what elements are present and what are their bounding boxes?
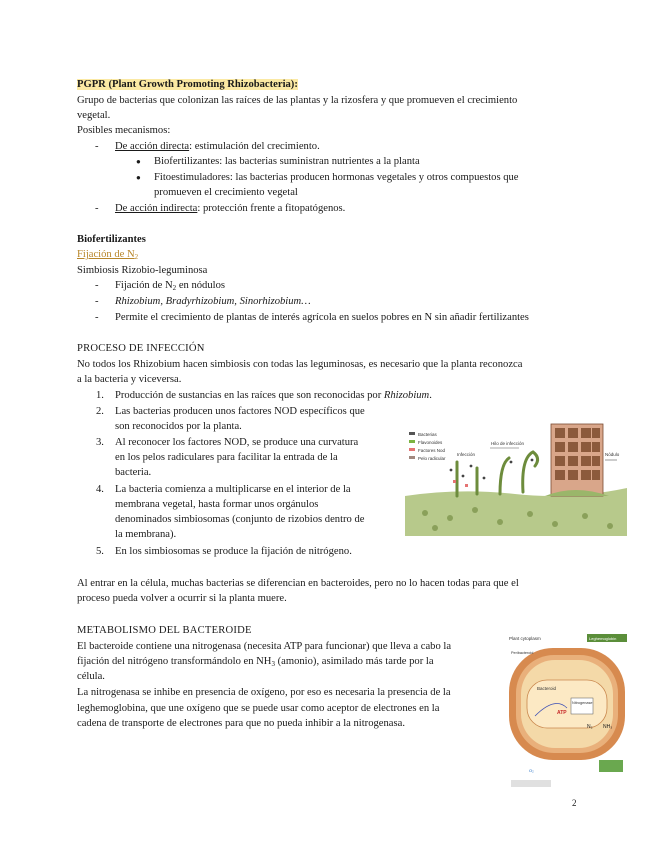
svg-text:Plant cytoplasm: Plant cytoplasm bbox=[509, 636, 541, 641]
bacteroid-metabolism-figure bbox=[505, 632, 629, 794]
phytostimulators-bullet-cont: promueven el crecimiento vegetal bbox=[154, 187, 298, 198]
metabolism-p1-l3: célula. bbox=[77, 671, 105, 682]
metabolism-p1-l2: fijación del nitrógeno transformándolo en $NH_3$ (amonio), asimilado más tarde por la bbox=[77, 656, 434, 668]
pgpr-intro-line2: vegetal. bbox=[77, 110, 111, 121]
svg-text:N₂: N₂ bbox=[587, 724, 593, 730]
svg-text:ATP: ATP bbox=[557, 710, 567, 716]
svg-text:Nitrogenase: Nitrogenase bbox=[572, 701, 593, 705]
symbiosis-label: Simbiosis Rizobio-leguminosa bbox=[77, 265, 208, 276]
bacteroid-note-1: Al entrar en la célula, muchas bacterias se diferencian en bacteroides, pero no lo hacen todas para que el bbox=[77, 578, 519, 589]
infection-process-figure bbox=[405, 418, 627, 536]
nitrogen-fixation-heading: Fijación de $N_2$ bbox=[77, 249, 139, 261]
nodule-drawing bbox=[545, 424, 609, 496]
pgpr-title: PGPR (Plant Growth Promoting Rhizobacteria): bbox=[77, 79, 298, 90]
svg-text:Bacteroid: Bacteroid bbox=[537, 686, 557, 691]
metabolism-p1-l1: El bacteroide contiene una nitrogenasa (necesita ATP para funcionar) que lleva a cabo la bbox=[77, 641, 452, 652]
bacteroid-note-2: proceso pueda volver a ocurrir si la planta muere. bbox=[77, 593, 287, 604]
infection-intro-1: No todos los Rhizobium hacen simbiosis con todas las leguminosas, es necesario que la planta reconozca bbox=[77, 359, 523, 370]
metabolism-title: METABOLISMO DEL BACTEROIDE bbox=[77, 625, 252, 636]
biofertilizers-title: Biofertilizantes bbox=[77, 234, 146, 245]
metabolism-p2-l2: leghemoglobina, que une oxígeno que se puede usar como aceptor de electrones en la bbox=[77, 703, 440, 714]
infection-intro-2: a la bacteria y viceversa. bbox=[77, 374, 182, 385]
svg-text:Factores Nod: Factores Nod bbox=[418, 448, 446, 453]
infection-title: PROCESO DE INFECCIÓN bbox=[77, 343, 205, 354]
pgpr-intro-line1: Grupo de bacterias que colonizan las raíces de las plantas y la rizosfera y que promueven el crecimiento bbox=[77, 95, 518, 106]
svg-text:Pelo radicular: Pelo radicular bbox=[418, 456, 446, 461]
page-number: 2 bbox=[572, 798, 577, 808]
svg-text:Infección: Infección bbox=[457, 452, 476, 457]
svg-text:Peribacteroid: Peribacteroid bbox=[511, 651, 534, 655]
svg-text:Flavonoides: Flavonoides bbox=[418, 440, 443, 445]
svg-text:Bacterias: Bacterias bbox=[418, 432, 437, 437]
svg-text:Leghemoglobin: Leghemoglobin bbox=[589, 636, 617, 641]
svg-text:NH₃: NH₃ bbox=[603, 724, 613, 730]
mechanisms-label: Posibles mecanismos: bbox=[77, 125, 171, 136]
svg-text:O₂: O₂ bbox=[529, 768, 534, 773]
metabolism-p2-l3: cadena de transporte de electrones para que no pueda inhibir a la nitrogenasa. bbox=[77, 718, 405, 729]
metabolism-p2-l1: La nitrogenasa se inhibe en presencia de oxígeno, por eso es necesaria la presencia de la bbox=[77, 687, 451, 698]
svg-text:Nódulo: Nódulo bbox=[605, 452, 620, 457]
svg-text:Hilo de infección: Hilo de infección bbox=[491, 441, 525, 446]
document-page: PGPR (Plant Growth Promoting Rhizobacteria): Grupo de bacterias que colonizan las raíces de las plantas y la rizosfera y que promueven el crecimiento vegetal. Posibles mecanismos: - De acción directa: estimulación del crecimiento. ● Biofertilizantes: las bacterias suministran nutrientes a la planta ● Fitoestimuladores: las bacterias producen hormonas vegetales y otros compuestos que promueven el crecimiento vegetal - De acción indirecta: protección frente a fitopatógenos. Biofertilizantes Fijación de $N_2$ Simbiosis Rizobio-leguminosa - Fijación de $N_2$ en nódulos - Rhizobium, Bradyrhizobium, Sinorhizobium… - Permite el crecimiento de plantas de interés agrícola en suelos pobres en N sin añadir fertilizantes PROCESO DE INFECCIÓN No todos los Rhizobium hacen simbiosis con todas las leguminosas, es necesario que la planta reconozca a la bacteria y viceversa. 1. Producción de sustancias en las raíces que son reconocidas por Rhizobium. 2. Las bacterias producen unos factores NOD específicos que son reconocidos por la planta. 3. Al reconocer los factores NOD, se produce una curvatura en los pelos radiculares para facilitar la entrada de la bacteria. 4. La bacteria comienza a multiplicarse en el interior de la membrana vegetal, hasta formar unos orgánulos denominados simbiosomas (conjunto de rizobios dentro de la membrana). 5. En los simbiosomas se produce la fijación de nitrógeno. Al entrar en la célula, muchas bacterias se diferencian en bacteroides, pero no lo hacen todas para que el proceso pueda volver a ocurrir si la planta muere. Bacterias Flavonoides Factores Nod Pelo radicular Hilo de infección Infección Nódulo METABOLISMO DEL BACTEROIDE El bacteroide contiene una nitrogenasa (necesita ATP para funcionar) que lleva a cabo la fijación del nitrógeno transformándolo en $NH_3$ (amonio), asimilado más tarde por la célula. La nitrogenasa se inhibe en presencia de oxígeno, por eso es necesaria la presencia de la leghemoglobina, que une oxígeno que se puede usar como aceptor de electrones en la cadena de transporte de electrones para que no pueda inhibir a la nitrogenasa. Leghemoglobin Plant cytoplasm Bacteroid Nitrogenase ATP N₂ NH₃ Peribacteroid O₂ 2 bbox=[0, 0, 655, 848]
